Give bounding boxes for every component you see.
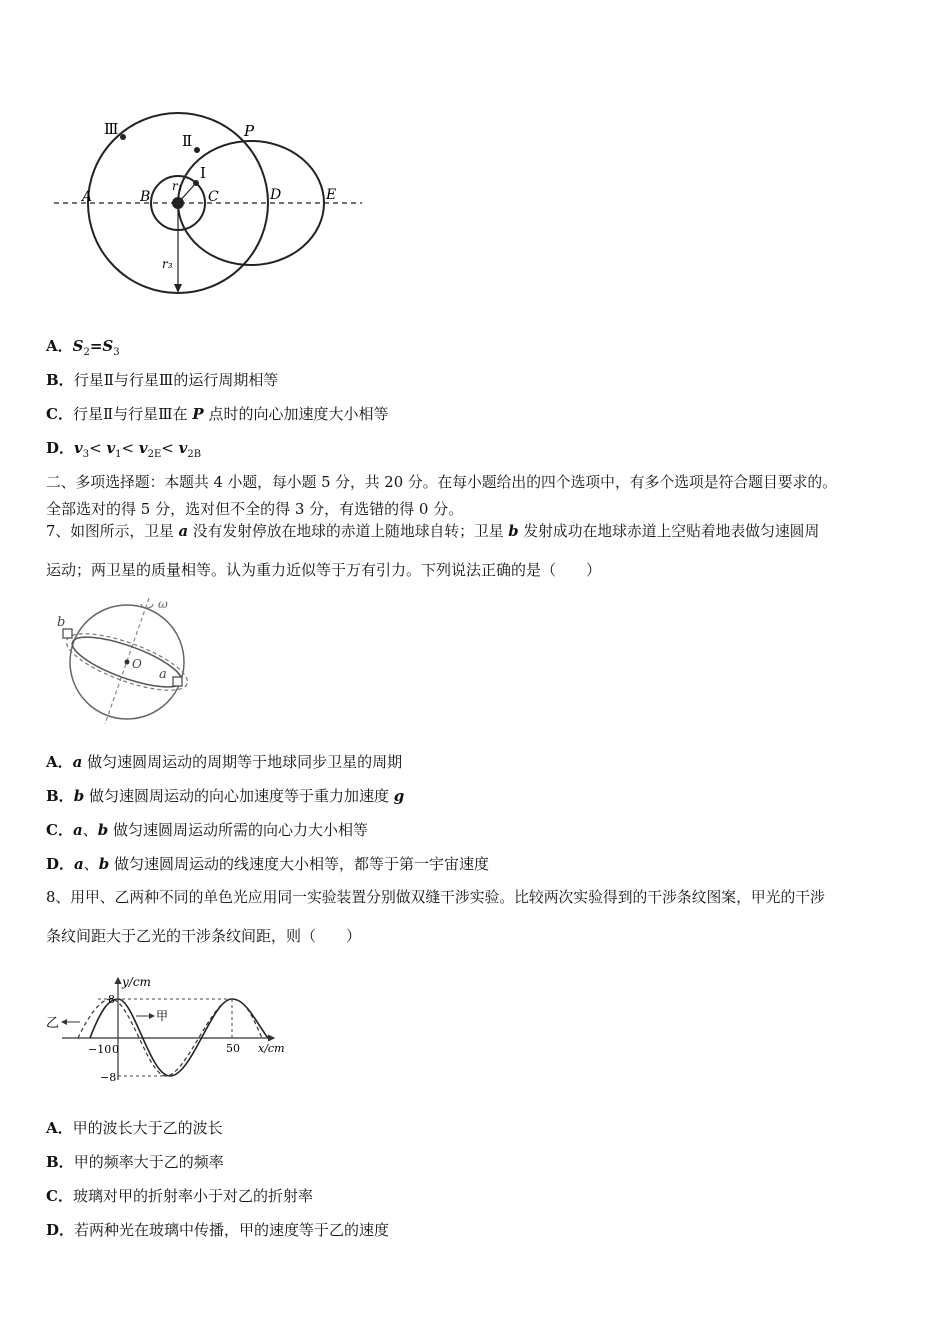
label-omega: ω [158,597,168,611]
section2-line2: 全部选对的得 5 分，选对但不全的得 3 分，有选错的得 0 分。 [46,500,464,518]
option-letter: C． [46,405,73,423]
q6-option-a: A．$S_2=S_3$ [46,337,120,358]
q7-stem-line1: 7、如图所示，卫星 a 没有发射停放在地球的赤道上随地球自转；卫星 b 发射成功在地球赤道上空贴着地表做匀速圆周 [46,523,820,540]
label-x-50: 50 [226,1042,240,1055]
label-jia: 甲 [156,1009,169,1023]
label-x-axis: x/cm [258,1042,285,1055]
q6-option-d: D．$v_3< v_1< v_{2E}< v_{2B}$ [46,439,202,460]
label-x-zero: 0 [112,1043,119,1056]
option-letter: B． [46,371,74,389]
option-letter: D． [46,1221,75,1239]
label-b: B [140,189,151,205]
label-y-top: 8 [108,993,115,1006]
q8-option-a: A．甲的波长大于乙的波长 [46,1119,223,1137]
label-e: E [326,187,337,203]
omega-arrow-icon [141,604,153,608]
option-letter: D． [46,439,75,457]
label-b: b [57,615,66,630]
q8-option-c: C．玻璃对甲的折射率小于对乙的折射率 [46,1187,313,1205]
section2-line1: 二、多项选择题：本题共 4 小题，每小题 5 分，共 20 分。在每小题给出的四个选项中，有多个选项是符合题目要求的。 [46,474,837,491]
satellite-a [173,677,182,686]
q8-stem-line1: 8、用甲、乙两种不同的单色光应用同一实验装置分别做双缝干涉实验。比较两次实验得到的干涉条纹图案，甲光的干涉 [46,889,825,906]
label-a: a [159,667,167,682]
label-p: P [244,122,255,140]
option-letter: A． [46,337,73,355]
option-letter: A． [46,753,73,771]
option-letter: C． [46,821,73,839]
label-r3: r₃ [162,257,173,271]
radius-r3-arrow [174,284,182,293]
option-letter: B． [46,787,74,805]
planet-ii-dot [194,147,200,153]
earth-satellite-figure [55,592,200,727]
earth-center [125,660,130,665]
wave-figure [42,972,302,1084]
q7-stem-line2: 运动；两卫星的质量相等。认为重力近似等于万有引力。下列说法正确的是（ ） [46,561,602,579]
label-ii: Ⅱ [182,132,193,150]
label-d: D [270,187,282,203]
label-y-axis: y/cm [122,975,151,989]
q7-option-c: C．a、b 做匀速圆周运动所需的向心力大小相等 [46,821,368,839]
label-i: Ⅰ [200,164,206,182]
label-y-bottom: −8 [100,1071,117,1084]
label-yi: 乙 [46,1016,60,1031]
option-letter: C． [46,1187,73,1205]
label-iii: Ⅲ [104,120,119,138]
label-a: A [82,189,93,205]
q8-option-d: D．若两种光在玻璃中传播，甲的速度等于乙的速度 [46,1221,390,1239]
option-letter: A． [46,1119,73,1137]
orbit-figure [50,110,370,300]
q7-option-a: A．a 做匀速圆周运动的周期等于地球同步卫星的周期 [46,753,403,771]
q7-option-b: B．b 做匀速圆周运动的向心加速度等于重力加速度 g [46,787,405,805]
option-letter: D． [46,855,75,873]
q6-option-b: B．行星Ⅱ与行星Ⅲ的运行周期相等 [46,371,279,389]
q8-option-b: B．甲的频率大于乙的频率 [46,1153,224,1171]
q7-option-d: D．a、b 做匀速圆周运动的线速度大小相等，都等于第一宇宙速度 [46,855,490,873]
label-x-neg: −10 [88,1043,112,1056]
q6-option-c: C．行星Ⅱ与行星Ⅲ在 P 点时的向心加速度大小相等 [46,405,389,423]
satellite-b [63,629,72,638]
q8-stem-line2: 条纹间距大于乙光的干涉条纹间距，则（ ） [46,927,362,945]
option-letter: B． [46,1153,74,1171]
planet-iii-dot [120,134,126,140]
label-c: C [208,189,219,205]
planet-i-dot [193,180,199,186]
label-r1: r₁ [172,179,183,193]
label-o: O [132,657,142,671]
